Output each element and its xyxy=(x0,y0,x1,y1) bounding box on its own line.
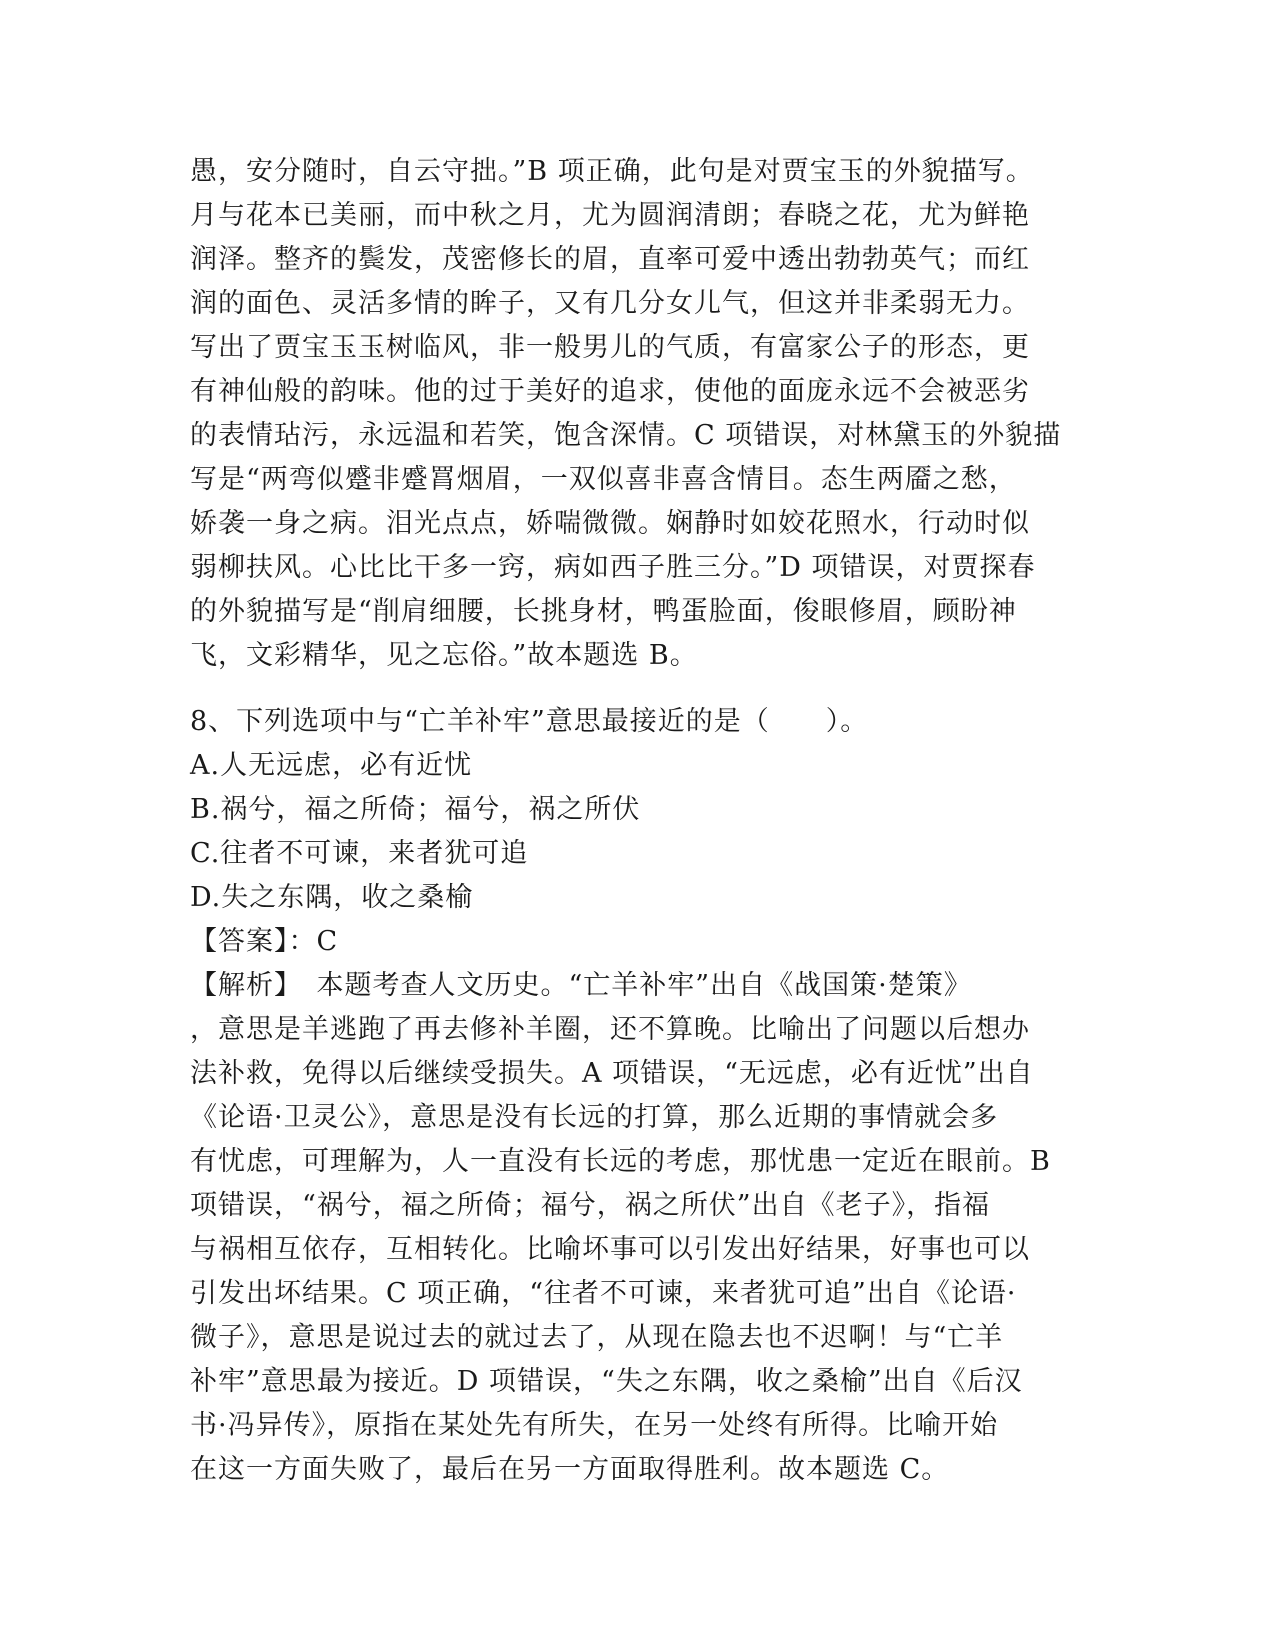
analysis-line: 引发出坏结果。C 项正确，“往者不可谏，来者犹可追”出自《论语· xyxy=(190,1278,1017,1309)
explanation-line: 润泽。整齐的鬓发，茂密修长的眉，直率可爱中透出勃勃英气；而红 xyxy=(190,244,1030,275)
analysis-line: 在这一方面失败了，最后在另一方面取得胜利。故本题选 C。 xyxy=(190,1454,950,1485)
explanation-line: 的外貌描写是“削肩细腰，长挑身材，鸭蛋脸面，俊眼修眉，顾盼神 xyxy=(190,596,1017,627)
option-b: B.祸兮，福之所倚；福兮，祸之所伏 xyxy=(190,794,641,825)
explanation-line: 弱柳扶风。心比比干多一窍，病如西子胜三分。”D 项错误，对贾探春 xyxy=(190,552,1036,583)
explanation-line: 写是“两弯似蹙非蹙罥烟眉，一双似喜非喜含情目。态生两靥之愁， xyxy=(190,464,1017,495)
option-a: A.人无远虑，必有近忧 xyxy=(190,750,473,781)
analysis-line: 书·冯异传》，原指在某处先有所失，在另一处终有所得。比喻开始 xyxy=(190,1410,999,1441)
explanation-line: 润的面色、灵活多情的眸子，又有几分女儿气，但这并非柔弱无力。 xyxy=(190,288,1030,319)
answer-label: 【答案】：C xyxy=(190,926,339,957)
explanation-line: 月与花本已美丽，而中秋之月，尤为圆润清朗；春晓之花，尤为鲜艳 xyxy=(190,200,1030,231)
explanation-line: 有神仙般的韵味。他的过于美好的追求，使他的面庞永远不会被恶劣 xyxy=(190,376,1030,407)
previous-explanation xyxy=(190,150,1090,678)
analysis-line: 补牢”意思最为接近。D 项错误，“失之东隅，收之桑榆”出自《后汉 xyxy=(190,1366,1023,1397)
analysis-line: 《论语·卫灵公》，意思是没有长远的打算，那么近期的事情就会多 xyxy=(190,1102,999,1133)
analysis-line: 【解析】 本题考查人文历史。“亡羊补牢”出自《战国策·楚策》 xyxy=(190,970,972,1001)
option-d: D.失之东隅，收之桑榆 xyxy=(190,882,474,913)
explanation-line: 娇袭一身之病。泪光点点，娇喘微微。娴静时如姣花照水，行动时似 xyxy=(190,508,1030,539)
document-page xyxy=(190,150,1090,1492)
question-stem: 8、下列选项中与“亡羊补牢”意思最接近的是（ ）。 xyxy=(190,706,869,737)
explanation-line: 愚，安分随时，自云守拙。”B 项正确，此句是对贾宝玉的外貌描写。 xyxy=(190,156,1034,187)
analysis-line: 项错误，“祸兮，福之所倚；福兮，祸之所伏”出自《老子》，指福 xyxy=(190,1190,991,1221)
analysis-line: 法补救，免得以后继续受损失。A 项错误，“无远虑，必有近忧”出自 xyxy=(190,1058,1034,1089)
explanation-line: 写出了贾宝玉玉树临风，非一般男儿的气质，有富家公子的形态，更 xyxy=(190,332,1030,363)
analysis-line: 有忧虑，可理解为，人一直没有长远的考虑，那忧患一定近在眼前。B xyxy=(190,1146,1051,1177)
analysis-line: ，意思是羊逃跑了再去修补羊圈，还不算晚。比喻出了问题以后想办 xyxy=(190,1014,1030,1045)
analysis-line: 微子》，意思是说过去的就过去了，从现在隐去也不迟啊！与“亡羊 xyxy=(190,1322,1004,1353)
option-c: C.往者不可谏，来者犹可追 xyxy=(190,838,529,869)
analysis-line: 与祸相互依存，互相转化。比喻坏事可以引发出好结果，好事也可以 xyxy=(190,1234,1030,1265)
explanation-line: 的表情玷污，永远温和若笑，饱含深情。C 项错误，对林黛玉的外貌描 xyxy=(190,420,1062,451)
question-8 xyxy=(190,700,1090,1492)
explanation-line: 飞，文彩精华，见之忘俗。”故本题选 B。 xyxy=(190,640,698,671)
